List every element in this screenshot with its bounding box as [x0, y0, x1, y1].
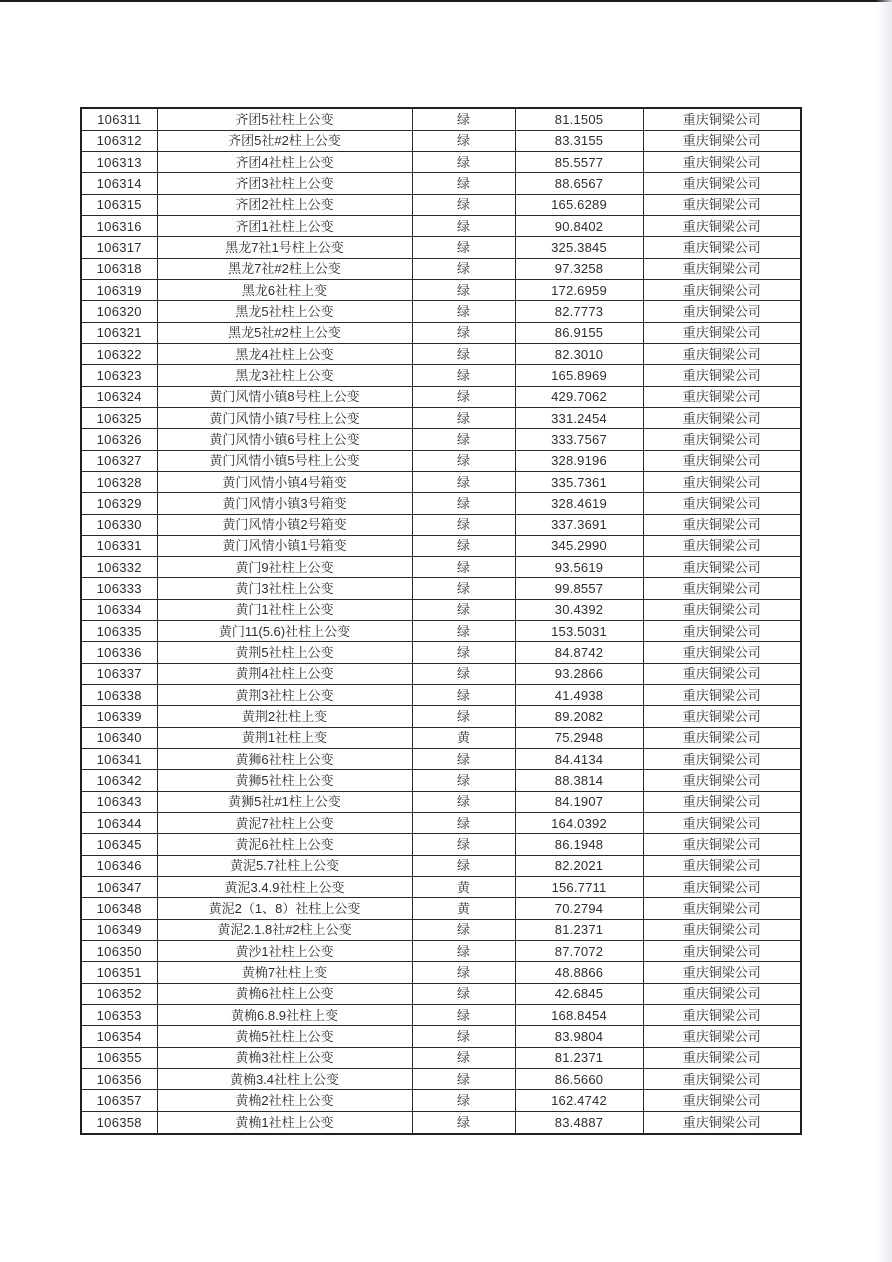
cell-company: 重庆铜梁公司: [643, 557, 801, 578]
cell-value: 331.2454: [515, 407, 643, 428]
cell-status: 绿: [412, 1111, 515, 1134]
table-row: [81, 962, 801, 983]
cell-id: 106337: [81, 663, 157, 684]
table-row: [81, 450, 801, 471]
cell-name: 黄荆1社柱上变: [157, 727, 412, 748]
cell-company: 重庆铜梁公司: [643, 706, 801, 727]
cell-company: 重庆铜梁公司: [643, 941, 801, 962]
cell-value: 164.0392: [515, 813, 643, 834]
cell-id: 106314: [81, 173, 157, 194]
transformer-table-body: [81, 108, 801, 1134]
cell-name: 黄泥3.4.9社柱上公变: [157, 877, 412, 898]
cell-value: 41.4938: [515, 685, 643, 706]
cell-status: 绿: [412, 599, 515, 620]
cell-value: 97.3258: [515, 258, 643, 279]
table-row: [81, 301, 801, 322]
cell-id: 106342: [81, 770, 157, 791]
cell-status: 绿: [412, 279, 515, 300]
table-row: [81, 642, 801, 663]
cell-id: 106319: [81, 279, 157, 300]
cell-value: 89.2082: [515, 706, 643, 727]
cell-name: 黄桷3社柱上公变: [157, 1047, 412, 1068]
cell-company: 重庆铜梁公司: [643, 621, 801, 642]
cell-company: 重庆铜梁公司: [643, 343, 801, 364]
cell-name: 黑龙3社柱上公变: [157, 365, 412, 386]
cell-company: 重庆铜梁公司: [643, 215, 801, 236]
cell-status: 绿: [412, 941, 515, 962]
cell-id: 106347: [81, 877, 157, 898]
table-row: [81, 791, 801, 812]
cell-name: 黄桷5社柱上公变: [157, 1026, 412, 1047]
table-row: [81, 471, 801, 492]
table-row: [81, 322, 801, 343]
cell-id: 106311: [81, 108, 157, 130]
cell-id: 106323: [81, 365, 157, 386]
cell-name: 齐团4社柱上公变: [157, 151, 412, 172]
cell-status: 绿: [412, 450, 515, 471]
cell-value: 93.5619: [515, 557, 643, 578]
table-row: [81, 578, 801, 599]
cell-company: 重庆铜梁公司: [643, 450, 801, 471]
cell-value: 172.6959: [515, 279, 643, 300]
table-row: [81, 727, 801, 748]
cell-value: 83.3155: [515, 130, 643, 151]
cell-value: 81.2371: [515, 1047, 643, 1068]
cell-value: 84.4134: [515, 749, 643, 770]
cell-value: 99.8557: [515, 578, 643, 599]
cell-status: 绿: [412, 258, 515, 279]
cell-value: 84.8742: [515, 642, 643, 663]
cell-value: 82.7773: [515, 301, 643, 322]
cell-value: 86.1948: [515, 834, 643, 855]
cell-company: 重庆铜梁公司: [643, 471, 801, 492]
cell-value: 93.2866: [515, 663, 643, 684]
cell-id: 106329: [81, 493, 157, 514]
cell-company: 重庆铜梁公司: [643, 279, 801, 300]
cell-status: 黄: [412, 898, 515, 919]
cell-status: 绿: [412, 706, 515, 727]
cell-name: 黄门风情小镇4号箱变: [157, 471, 412, 492]
cell-value: 328.9196: [515, 450, 643, 471]
cell-name: 黄泥2（1、8）社柱上公变: [157, 898, 412, 919]
cell-company: 重庆铜梁公司: [643, 919, 801, 940]
cell-id: 106320: [81, 301, 157, 322]
table-row: [81, 279, 801, 300]
cell-status: 绿: [412, 173, 515, 194]
cell-id: 106344: [81, 813, 157, 834]
cell-status: 绿: [412, 365, 515, 386]
cell-value: 84.1907: [515, 791, 643, 812]
cell-name: 黄门风情小镇6号柱上公变: [157, 429, 412, 450]
cell-value: 88.3814: [515, 770, 643, 791]
cell-id: 106335: [81, 621, 157, 642]
cell-name: 黄门9社柱上公变: [157, 557, 412, 578]
cell-status: 绿: [412, 386, 515, 407]
cell-value: 81.1505: [515, 108, 643, 130]
cell-company: 重庆铜梁公司: [643, 365, 801, 386]
cell-id: 106358: [81, 1111, 157, 1134]
cell-value: 337.3691: [515, 514, 643, 535]
cell-id: 106353: [81, 1005, 157, 1026]
cell-id: 106343: [81, 791, 157, 812]
cell-company: 重庆铜梁公司: [643, 1005, 801, 1026]
cell-company: 重庆铜梁公司: [643, 877, 801, 898]
cell-name: 黄桷7社柱上变: [157, 962, 412, 983]
page-top-border: [0, 0, 892, 2]
cell-company: 重庆铜梁公司: [643, 237, 801, 258]
table-row: [81, 194, 801, 215]
cell-value: 82.2021: [515, 855, 643, 876]
cell-name: 齐团5社#2柱上公变: [157, 130, 412, 151]
cell-value: 333.7567: [515, 429, 643, 450]
table-row: [81, 108, 801, 130]
cell-company: 重庆铜梁公司: [643, 813, 801, 834]
table-row: [81, 749, 801, 770]
cell-name: 黄门3社柱上公变: [157, 578, 412, 599]
cell-company: 重庆铜梁公司: [643, 130, 801, 151]
cell-value: 85.5577: [515, 151, 643, 172]
cell-id: 106350: [81, 941, 157, 962]
cell-value: 153.5031: [515, 621, 643, 642]
table-row: [81, 1090, 801, 1111]
cell-value: 83.4887: [515, 1111, 643, 1134]
cell-value: 86.5660: [515, 1069, 643, 1090]
cell-id: 106336: [81, 642, 157, 663]
cell-id: 106317: [81, 237, 157, 258]
table-row: [81, 983, 801, 1004]
cell-name: 黄狮6社柱上公变: [157, 749, 412, 770]
table-row: [81, 1026, 801, 1047]
cell-value: 328.4619: [515, 493, 643, 514]
cell-name: 黄门1社柱上公变: [157, 599, 412, 620]
cell-status: 绿: [412, 493, 515, 514]
table-row: [81, 663, 801, 684]
cell-value: 42.6845: [515, 983, 643, 1004]
cell-id: 106321: [81, 322, 157, 343]
cell-name: 黑龙4社柱上公变: [157, 343, 412, 364]
cell-status: 绿: [412, 770, 515, 791]
table-row: [81, 173, 801, 194]
cell-company: 重庆铜梁公司: [643, 322, 801, 343]
cell-company: 重庆铜梁公司: [643, 1090, 801, 1111]
cell-id: 106322: [81, 343, 157, 364]
cell-status: 绿: [412, 322, 515, 343]
cell-name: 黄荆3社柱上公变: [157, 685, 412, 706]
cell-status: 绿: [412, 237, 515, 258]
table-row: [81, 621, 801, 642]
table-row: [81, 834, 801, 855]
cell-status: 绿: [412, 791, 515, 812]
cell-id: 106326: [81, 429, 157, 450]
cell-company: 重庆铜梁公司: [643, 173, 801, 194]
cell-name: 齐团3社柱上公变: [157, 173, 412, 194]
table-row: [81, 237, 801, 258]
cell-id: 106316: [81, 215, 157, 236]
table-row: [81, 386, 801, 407]
table-row: [81, 706, 801, 727]
cell-id: 106349: [81, 919, 157, 940]
cell-name: 黑龙5社柱上公变: [157, 301, 412, 322]
cell-id: 106315: [81, 194, 157, 215]
cell-company: 重庆铜梁公司: [643, 514, 801, 535]
cell-company: 重庆铜梁公司: [643, 407, 801, 428]
transformer-table: [80, 107, 802, 1135]
cell-value: 345.2990: [515, 535, 643, 556]
cell-name: 黄泥2.1.8社#2柱上公变: [157, 919, 412, 940]
table-row: [81, 365, 801, 386]
cell-value: 86.9155: [515, 322, 643, 343]
cell-id: 106324: [81, 386, 157, 407]
cell-status: 绿: [412, 685, 515, 706]
cell-id: 106352: [81, 983, 157, 1004]
cell-id: 106328: [81, 471, 157, 492]
cell-value: 162.4742: [515, 1090, 643, 1111]
cell-name: 黄桷2社柱上公变: [157, 1090, 412, 1111]
cell-value: 88.6567: [515, 173, 643, 194]
cell-id: 106345: [81, 834, 157, 855]
cell-name: 齐团2社柱上公变: [157, 194, 412, 215]
table-row: [81, 770, 801, 791]
cell-status: 绿: [412, 108, 515, 130]
cell-status: 绿: [412, 535, 515, 556]
cell-company: 重庆铜梁公司: [643, 983, 801, 1004]
cell-name: 黄荆4社柱上公变: [157, 663, 412, 684]
cell-status: 绿: [412, 194, 515, 215]
cell-status: 绿: [412, 471, 515, 492]
cell-status: 黄: [412, 877, 515, 898]
cell-name: 黄桷6.8.9社柱上变: [157, 1005, 412, 1026]
cell-status: 绿: [412, 407, 515, 428]
cell-company: 重庆铜梁公司: [643, 1047, 801, 1068]
cell-status: 绿: [412, 642, 515, 663]
table-row: [81, 514, 801, 535]
cell-company: 重庆铜梁公司: [643, 258, 801, 279]
cell-company: 重庆铜梁公司: [643, 108, 801, 130]
cell-name: 黄狮5社#1柱上公变: [157, 791, 412, 812]
table-row: [81, 429, 801, 450]
cell-id: 106356: [81, 1069, 157, 1090]
cell-company: 重庆铜梁公司: [643, 493, 801, 514]
table-row: [81, 1047, 801, 1068]
cell-id: 106341: [81, 749, 157, 770]
cell-status: 绿: [412, 663, 515, 684]
cell-name: 黄狮5社柱上公变: [157, 770, 412, 791]
cell-name: 黑龙7社#2柱上公变: [157, 258, 412, 279]
cell-name: 黄桷3.4社柱上公变: [157, 1069, 412, 1090]
page-right-shadow: [876, 0, 892, 1262]
cell-status: 绿: [412, 1005, 515, 1026]
cell-name: 齐团5社柱上公变: [157, 108, 412, 130]
cell-company: 重庆铜梁公司: [643, 151, 801, 172]
table-row: [81, 855, 801, 876]
table-row: [81, 1005, 801, 1026]
cell-id: 106331: [81, 535, 157, 556]
table-row: [81, 258, 801, 279]
cell-value: 335.7361: [515, 471, 643, 492]
cell-status: 绿: [412, 429, 515, 450]
cell-name: 黄门风情小镇3号箱变: [157, 493, 412, 514]
cell-status: 绿: [412, 983, 515, 1004]
cell-value: 75.2948: [515, 727, 643, 748]
cell-company: 重庆铜梁公司: [643, 194, 801, 215]
table-row: [81, 215, 801, 236]
cell-name: 黄沙1社柱上公变: [157, 941, 412, 962]
cell-company: 重庆铜梁公司: [643, 429, 801, 450]
cell-status: 黄: [412, 727, 515, 748]
cell-id: 106354: [81, 1026, 157, 1047]
cell-name: 黄泥5.7社柱上公变: [157, 855, 412, 876]
cell-company: 重庆铜梁公司: [643, 1069, 801, 1090]
cell-value: 48.8866: [515, 962, 643, 983]
cell-name: 黄门风情小镇8号柱上公变: [157, 386, 412, 407]
cell-status: 绿: [412, 1026, 515, 1047]
cell-company: 重庆铜梁公司: [643, 727, 801, 748]
cell-id: 106339: [81, 706, 157, 727]
cell-value: 168.8454: [515, 1005, 643, 1026]
cell-name: 黄荆5社柱上公变: [157, 642, 412, 663]
cell-id: 106332: [81, 557, 157, 578]
cell-status: 绿: [412, 1047, 515, 1068]
cell-id: 106330: [81, 514, 157, 535]
cell-company: 重庆铜梁公司: [643, 301, 801, 322]
cell-name: 黄桷1社柱上公变: [157, 1111, 412, 1134]
cell-status: 绿: [412, 621, 515, 642]
cell-name: 黄桷6社柱上公变: [157, 983, 412, 1004]
cell-company: 重庆铜梁公司: [643, 535, 801, 556]
cell-name: 黑龙5社#2柱上公变: [157, 322, 412, 343]
cell-value: 30.4392: [515, 599, 643, 620]
cell-id: 106334: [81, 599, 157, 620]
table-row: [81, 599, 801, 620]
table-row: [81, 493, 801, 514]
cell-name: 黑龙7社1号柱上公变: [157, 237, 412, 258]
cell-status: 绿: [412, 919, 515, 940]
cell-id: 106327: [81, 450, 157, 471]
cell-value: 90.8402: [515, 215, 643, 236]
cell-name: 黄泥6社柱上公变: [157, 834, 412, 855]
cell-status: 绿: [412, 1069, 515, 1090]
cell-company: 重庆铜梁公司: [643, 1026, 801, 1047]
cell-company: 重庆铜梁公司: [643, 770, 801, 791]
cell-value: 83.9804: [515, 1026, 643, 1047]
table-row: [81, 535, 801, 556]
cell-company: 重庆铜梁公司: [643, 386, 801, 407]
table-row: [81, 130, 801, 151]
cell-id: 106338: [81, 685, 157, 706]
table-row: [81, 151, 801, 172]
cell-status: 绿: [412, 215, 515, 236]
table-row: [81, 557, 801, 578]
cell-company: 重庆铜梁公司: [643, 791, 801, 812]
cell-company: 重庆铜梁公司: [643, 898, 801, 919]
cell-company: 重庆铜梁公司: [643, 749, 801, 770]
cell-name: 黄门风情小镇1号箱变: [157, 535, 412, 556]
table-row: [81, 685, 801, 706]
cell-name: 黑龙6社柱上变: [157, 279, 412, 300]
cell-id: 106333: [81, 578, 157, 599]
cell-value: 165.6289: [515, 194, 643, 215]
cell-id: 106346: [81, 855, 157, 876]
table-row: [81, 813, 801, 834]
cell-status: 绿: [412, 749, 515, 770]
cell-id: 106348: [81, 898, 157, 919]
cell-id: 106351: [81, 962, 157, 983]
cell-status: 绿: [412, 514, 515, 535]
cell-company: 重庆铜梁公司: [643, 834, 801, 855]
table-row: [81, 919, 801, 940]
cell-company: 重庆铜梁公司: [643, 962, 801, 983]
table-row: [81, 343, 801, 364]
cell-status: 绿: [412, 1090, 515, 1111]
cell-value: 156.7711: [515, 877, 643, 898]
cell-id: 106357: [81, 1090, 157, 1111]
cell-company: 重庆铜梁公司: [643, 642, 801, 663]
cell-status: 绿: [412, 301, 515, 322]
cell-status: 绿: [412, 855, 515, 876]
cell-value: 87.7072: [515, 941, 643, 962]
cell-name: 黄门11(5.6)社柱上公变: [157, 621, 412, 642]
cell-id: 106312: [81, 130, 157, 151]
table-row: [81, 1069, 801, 1090]
cell-company: 重庆铜梁公司: [643, 663, 801, 684]
cell-status: 绿: [412, 834, 515, 855]
cell-company: 重庆铜梁公司: [643, 1111, 801, 1134]
cell-status: 绿: [412, 130, 515, 151]
cell-status: 绿: [412, 962, 515, 983]
cell-name: 齐团1社柱上公变: [157, 215, 412, 236]
cell-value: 429.7062: [515, 386, 643, 407]
table-row: [81, 941, 801, 962]
cell-name: 黄荆2社柱上变: [157, 706, 412, 727]
cell-status: 绿: [412, 813, 515, 834]
cell-company: 重庆铜梁公司: [643, 685, 801, 706]
cell-name: 黄门风情小镇7号柱上公变: [157, 407, 412, 428]
cell-status: 绿: [412, 557, 515, 578]
cell-id: 106340: [81, 727, 157, 748]
cell-value: 82.3010: [515, 343, 643, 364]
cell-company: 重庆铜梁公司: [643, 578, 801, 599]
table-row: [81, 407, 801, 428]
cell-name: 黄门风情小镇2号箱变: [157, 514, 412, 535]
cell-id: 106355: [81, 1047, 157, 1068]
cell-status: 绿: [412, 343, 515, 364]
cell-id: 106318: [81, 258, 157, 279]
cell-name: 黄门风情小镇5号柱上公变: [157, 450, 412, 471]
table-row: [81, 877, 801, 898]
cell-id: 106313: [81, 151, 157, 172]
cell-value: 70.2794: [515, 898, 643, 919]
table-row: [81, 1111, 801, 1134]
cell-value: 81.2371: [515, 919, 643, 940]
cell-name: 黄泥7社柱上公变: [157, 813, 412, 834]
cell-id: 106325: [81, 407, 157, 428]
cell-status: 绿: [412, 578, 515, 599]
table-row: [81, 898, 801, 919]
cell-value: 165.8969: [515, 365, 643, 386]
cell-value: 325.3845: [515, 237, 643, 258]
cell-company: 重庆铜梁公司: [643, 855, 801, 876]
cell-status: 绿: [412, 151, 515, 172]
cell-company: 重庆铜梁公司: [643, 599, 801, 620]
